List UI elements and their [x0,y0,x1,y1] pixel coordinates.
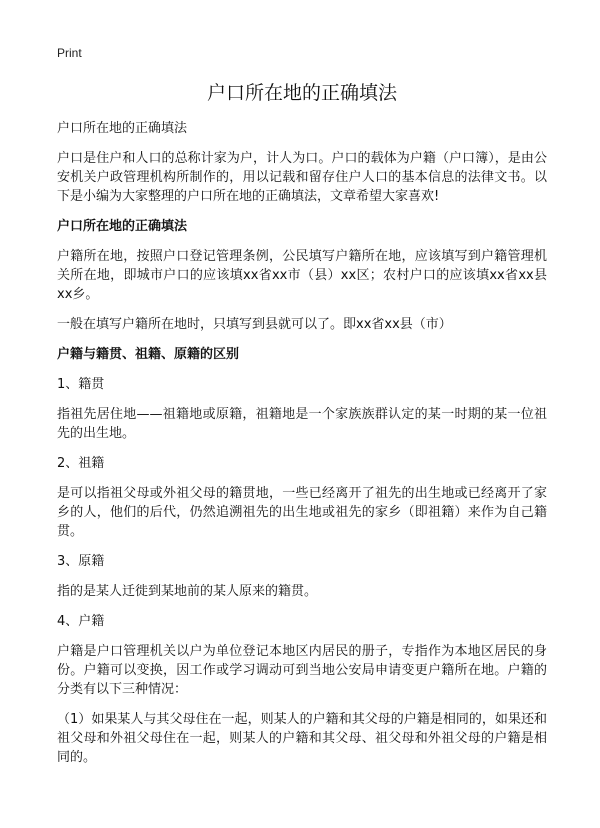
paragraph-huji: 户籍是户口管理机关以户为单位登记本地区内居民的册子，专指作为本地区居民的身份。户籍可以变换，因工作或学习调动可到当地公安局申请变更户籍所在地。户籍的分类有以下三种情况： [57,644,547,697]
page-title: 户口所在地的正确填法 [206,82,397,104]
paragraph-jiguan: 指祖先居住地——祖籍地或原籍，祖籍地是一个家族族群认定的某一时期的某一位祖先的出生地。 [57,407,547,441]
item-heading-yuanji: 3、原籍 [57,554,105,569]
print-link[interactable]: Print [57,46,82,60]
paragraph-zuji: 是可以指祖父母或外祖父母的籍贯地，一些已经离开了祖先的出生地或已经离开了家乡的人，他们的后代，仍然追溯祖先的出生地或祖先的家乡（即祖籍）来作为自己籍贯。 [57,486,547,539]
intro-paragraph: 户口是住户和人口的总称计家为户，计人为口。户口的载体为户籍（户口簿），是由公安机关户政管理机构所制作的，用以记载和留存住户人口的基本信息的法律文书。以下是小编为大家整理的户口所在地的正确填法，文章希望大家喜欢! [57,151,547,204]
paragraph-county-level: 一般在填写户籍所在地时，只填写到县就可以了。即xx省xx县（市） [57,317,452,332]
item-heading-zuji: 2、祖籍 [57,456,105,471]
intro-heading: 户口所在地的正确填法 [57,121,188,136]
paragraph-huji-case-1: （1）如果某人与其父母住在一起，则某人的户籍和其父母的户籍是相同的，如果还和祖父母和外祖父母住在一起，则某人的户籍和其父母、祖父母和外祖父母的户籍是相同的。 [57,712,547,765]
paragraph-yuanji: 指的是某人迁徙到某地前的某人原来的籍贯。 [57,584,318,599]
item-heading-jiguan: 1、籍贯 [57,377,105,392]
item-heading-huji: 4、户籍 [57,614,105,629]
section-heading-fill-method: 户口所在地的正确填法 [57,219,188,234]
section-heading-differences: 户籍与籍贯、祖籍、原籍的区别 [57,347,240,362]
article-body [57,119,547,778]
paragraph-registry-location: 户籍所在地，按照户口登记管理条例，公民填写户籍所在地，应该填写到户籍管理机关所在地，即城市户口的应该填xx省xx市（县）xx区；农村户口的应该填xx省xx县xx乡。 [57,249,547,302]
